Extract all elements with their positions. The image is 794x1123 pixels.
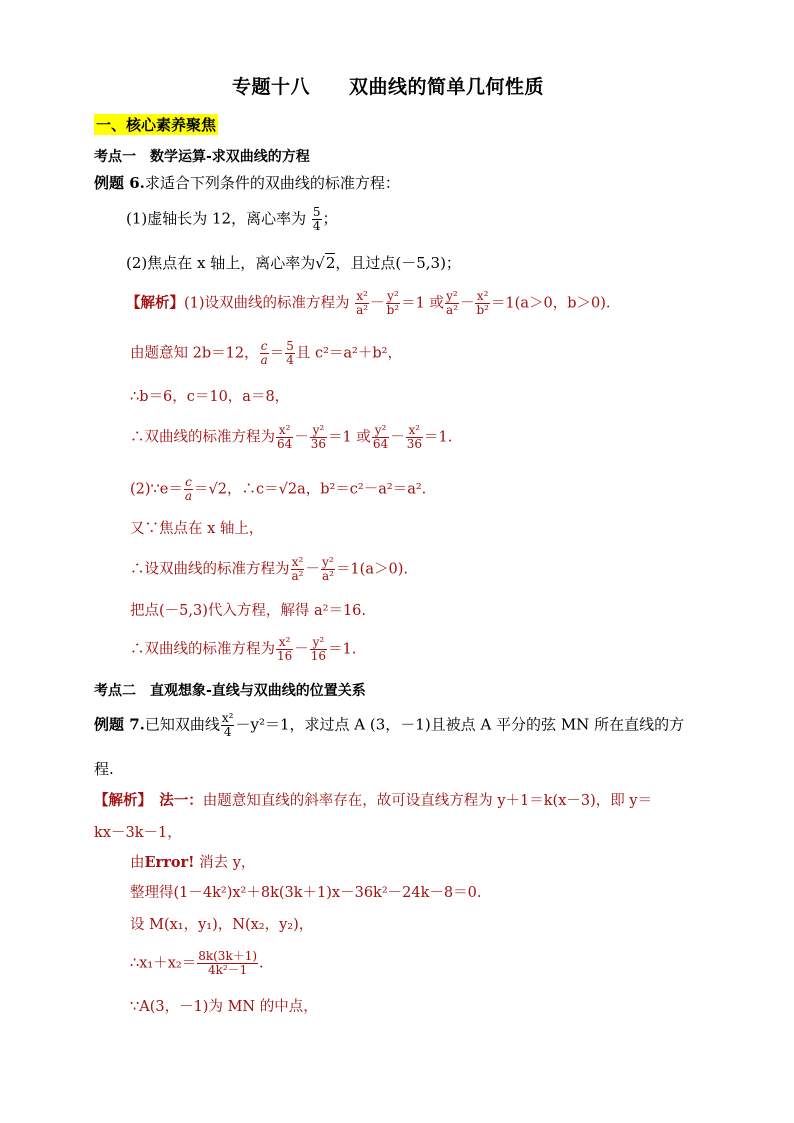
example-7-question-cont: 程.	[94, 760, 114, 778]
ex6-solution-line-6: 又∵焦点在 x 轴上，	[130, 521, 264, 537]
section-heading: 一、核心素养聚焦	[96, 116, 217, 134]
example-7-question: 例题 7.已知双曲线 $\frac{\text{x²}}{4}$ －y²＝1，求过点 A (3，－1)且被点 A 平分的弦 MN 所在直线的方	[94, 711, 685, 739]
kaodian-1: 考点一 数学运算-求双曲线的方程	[94, 149, 310, 165]
example-7-label: 例题 7.	[94, 715, 145, 734]
ex7-solution-line-4: 整理得(1－4k²)x²＋8k(3k＋1)x－36k²－24k－8＝0.	[130, 885, 482, 901]
example-6-part-2: (2)焦点在 x 轴上，离心率为√2，且过点(－5,3)；	[126, 254, 461, 272]
ex7-solution-line-1: 【解析】 法一：由题意知直线的斜率存在，故可设直线方程为 y＋1＝k(x－3)，即 y＝	[94, 792, 653, 809]
example-6-label: 例题 6.	[94, 174, 145, 192]
example-6-question: 例题 6.求适合下列条件的双曲线的标准方程：	[94, 174, 400, 192]
ex7-solution-line-2: kx－3k－1，	[94, 825, 182, 841]
ex6-solution-line-1: 【解析】(1)设双曲线的标准方程为 $\frac{\text{x²}}{\text{a²}}$ － $\frac{\text{y²}}{\text{b²}}$ ＝1 或 $\frac{\text{y²}}{\text{a²}}$ － $\frac{\text{x²}}{\text{b²}}$ ＝1(a＞0，b＞0).	[126, 289, 611, 317]
ex7-solution-line-5: 设 M(x₁，y₁)，N(x₂，y₂)，	[130, 917, 314, 933]
ex7-solution-line-3: 由Error! 消去 y，	[130, 854, 256, 871]
fraction: $\frac{5}{4}$	[312, 205, 321, 233]
ex6-solution-line-7: ∴设双曲线的标准方程为 $\frac{\text{x²}}{\text{a²}}$ － $\frac{\text{y²}}{\text{a²}}$ ＝1(a＞0).	[130, 555, 408, 583]
ex6-solution-line-9: ∴双曲线的标准方程为 $\frac{\text{x²}}{16}$ － $\frac{\text{y²}}{16}$ ＝1.	[130, 635, 357, 663]
ex7-solution-line-6: ∴x₁＋x₂＝ $\frac{8k(3k+1)}{\text{4k²－1}}$ .	[130, 949, 264, 977]
ex7-solution-line-7: ∵A(3，－1)为 MN 的中点，	[130, 999, 318, 1015]
example-6-part-1: (1)虚轴长为 12，离心率为 $\frac{5}{4}$ ；	[126, 205, 338, 233]
kaodian-2: 考点二 直观想象-直线与双曲线的位置关系	[94, 683, 366, 699]
ex6-solution-line-5: (2)∵e＝ $\frac{c}{a}$ ＝√2，∴c＝√2a，b²＝c²－a²＝a².	[130, 475, 427, 503]
page-title: 专题十八 双曲线的简单几何性质	[232, 76, 545, 98]
ex6-solution-line-3: ∴b＝6，c＝10，a＝8，	[130, 389, 290, 405]
ex6-solution-line-4: ∴双曲线的标准方程为 $\frac{\text{x²}}{64}$ － $\frac{\text{y²}}{36}$ ＝1 或 $\frac{\text{y²}}{64}$ － $\frac{\text{x²}}{36}$ ＝1.	[130, 423, 453, 451]
ex6-solution-line-2: 由题意知 2b＝12， $\frac{c}{a}$ ＝ $\frac{5}{4}$ 且 c²＝a²＋b²，	[130, 339, 402, 367]
ex6-solution-line-8: 把点(－5,3)代入方程，解得 a²＝16.	[130, 603, 366, 619]
